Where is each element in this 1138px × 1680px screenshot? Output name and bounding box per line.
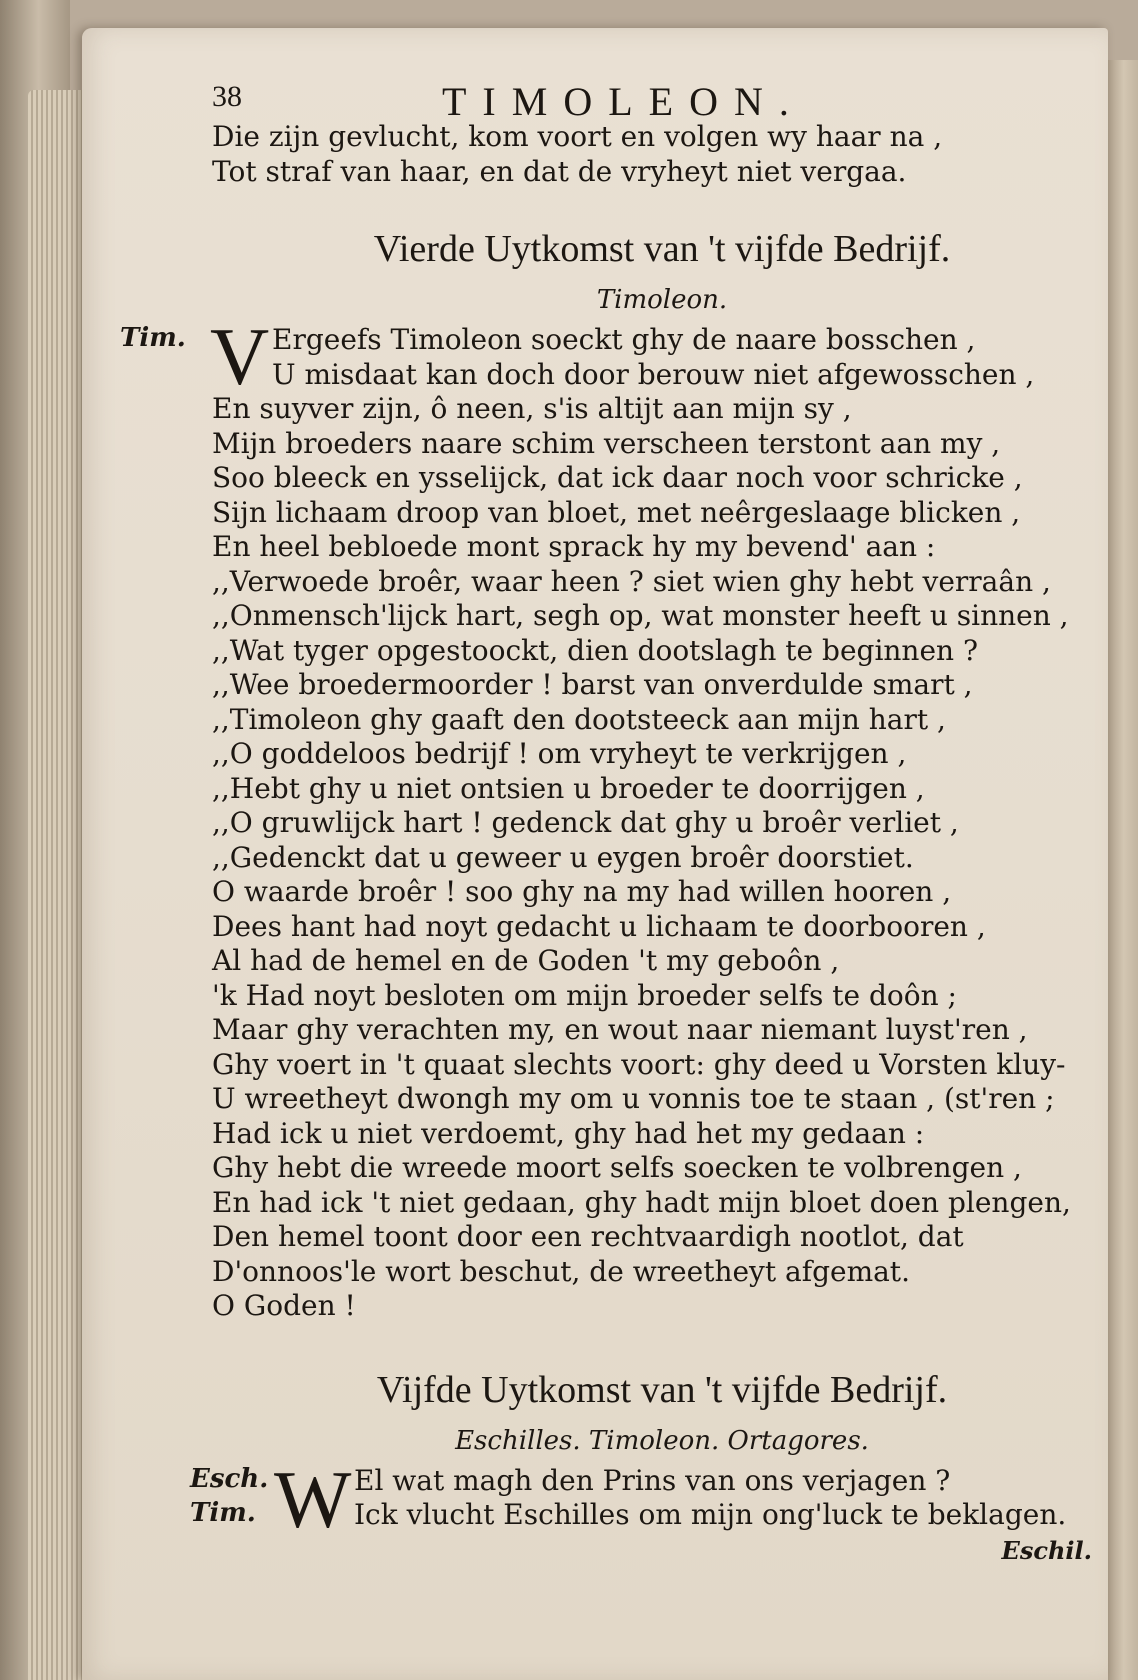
- page-number: 38: [212, 80, 242, 113]
- verse-line: Ghy hebt die wreede moort selfs soecken te volbrengen ,: [212, 1151, 1022, 1184]
- speaker-label: Esch.: [190, 1463, 269, 1494]
- drop-capital: V: [210, 311, 270, 402]
- verse-line: Had ick u niet verdoemt, ghy had het my gedaan :: [212, 1116, 925, 1150]
- verse-line: ,,Verwoede broêr, waar heen ? siet wien ghy hebt verraân ,: [212, 564, 1051, 598]
- verse-line: En suyver zijn, ô neen, s'is altijt aan mijn sy ,: [212, 392, 852, 425]
- cast-list: Eschilles. Timoleon. Ortagores.: [455, 1425, 869, 1456]
- verse-line: En heel bebloede mont sprack hy my bevend' aan :: [212, 530, 936, 563]
- verse-line: ,,Onmensch'lijck hart, segh op, wat monster heeft u sinnen ,: [212, 599, 1069, 632]
- verse-line: ,,O gruwlijck hart ! gedenck dat ghy u broêr verliet ,: [212, 806, 959, 839]
- verse-line: Ghy voert in 't quaat slechts voort: ghy deed u Vorsten kluy-: [212, 1047, 1066, 1081]
- verse-line: Dees hant had noyt gedacht u lichaam te doorbooren ,: [212, 909, 986, 943]
- top-verse: [212, 120, 1052, 189]
- verse-line: En had ick 't niet gedaan, ghy hadt mijn bloet doen plengen,: [212, 1185, 1071, 1219]
- scene-heading: Vierde Uytkomst van 't vijfde Bedrijf.: [373, 228, 951, 270]
- running-title: TIMOLEON.: [442, 79, 805, 124]
- verse-line: ,,Wat tyger opgestoockt, dien dootslagh te beginnen ?: [212, 633, 978, 667]
- verse-line: ,,Hebt ghy u niet ontsien u broeder te doorrijgen ,: [212, 771, 925, 805]
- verse-line: Maar ghy verachten my, en wout naar niemant luyst'ren ,: [212, 1013, 1028, 1046]
- verse-line: U wreetheyt dwongh my om u vonnis toe te staan , (st'ren ;: [212, 1082, 1055, 1115]
- verse-line: ,,Timoleon ghy gaaft den dootsteeck aan mijn hart ,: [212, 702, 946, 736]
- cast-list: Timoleon.: [596, 285, 728, 315]
- speaker-label: Tim.: [190, 1497, 256, 1528]
- verse-line: U misdaat kan doch door berouw niet afgewosschen ,: [272, 357, 1035, 391]
- speech-lines: [212, 323, 1071, 1324]
- running-head: [212, 78, 1052, 124]
- verse-line: Den hemel toont door een rechtvaardigh nootlot, dat: [212, 1220, 964, 1253]
- book-page: [82, 28, 1108, 1680]
- drop-capital: W: [274, 1453, 352, 1545]
- verse-line: Soo bleeck en ysselijck, dat ick daar noch voor schricke ,: [212, 461, 1023, 494]
- verse-line: Ergeefs Timoleon soeckt ghy de naare bosschen ,: [272, 323, 976, 356]
- verse-line: 'k Had noyt besloten om mijn broeder selfs te doôn ;: [212, 978, 957, 1012]
- verse-line: ,,O goddeloos bedrijf ! om vryheyt te verkrijgen ,: [212, 737, 907, 770]
- verse-line: El wat magh den Prins van ons verjagen ?: [354, 1463, 951, 1497]
- page-stack-edges: [28, 90, 88, 1680]
- verse-line: Sijn lichaam droop van bloet, met neêrgeslaage blicken ,: [212, 495, 1021, 529]
- verse-line: Die zijn gevlucht, kom voort en volgen wy haar na ,: [212, 120, 943, 153]
- verse-line: Ick vlucht Eschilles om mijn ong'luck te beklagen.: [354, 1498, 1067, 1531]
- verse-line: Tot straf van haar, en dat de vryheyt niet vergaa.: [212, 154, 907, 188]
- verse-line: ,,Gedenckt dat u geweer u eygen broêr doorstiet.: [212, 840, 914, 874]
- verse-line: Mijn broeders naare schim verscheen terstont aan my ,: [212, 426, 1001, 460]
- scene-heading: Vijfde Uytkomst van 't vijfde Bedrijf.: [376, 1368, 948, 1411]
- verse-line: O waarde broêr ! soo ghy na my had willen hooren ,: [212, 875, 952, 908]
- verse-line: ,,Wee broedermoorder ! barst van onverdulde smart ,: [212, 668, 973, 701]
- verse-line: D'onnoos'le wort beschut, de wreetheyt afgemat.: [212, 1254, 910, 1288]
- speaker-label: Tim.: [120, 323, 186, 353]
- verse-line: O Goden !: [212, 1289, 356, 1322]
- speech-block: [190, 1453, 1092, 1565]
- catchword: Eschil.: [1001, 1535, 1092, 1565]
- speech-block: [120, 311, 1071, 1324]
- verse-line: Al had de hemel en de Goden 't my geboôn ,: [212, 944, 840, 977]
- page-content: [120, 78, 1092, 1565]
